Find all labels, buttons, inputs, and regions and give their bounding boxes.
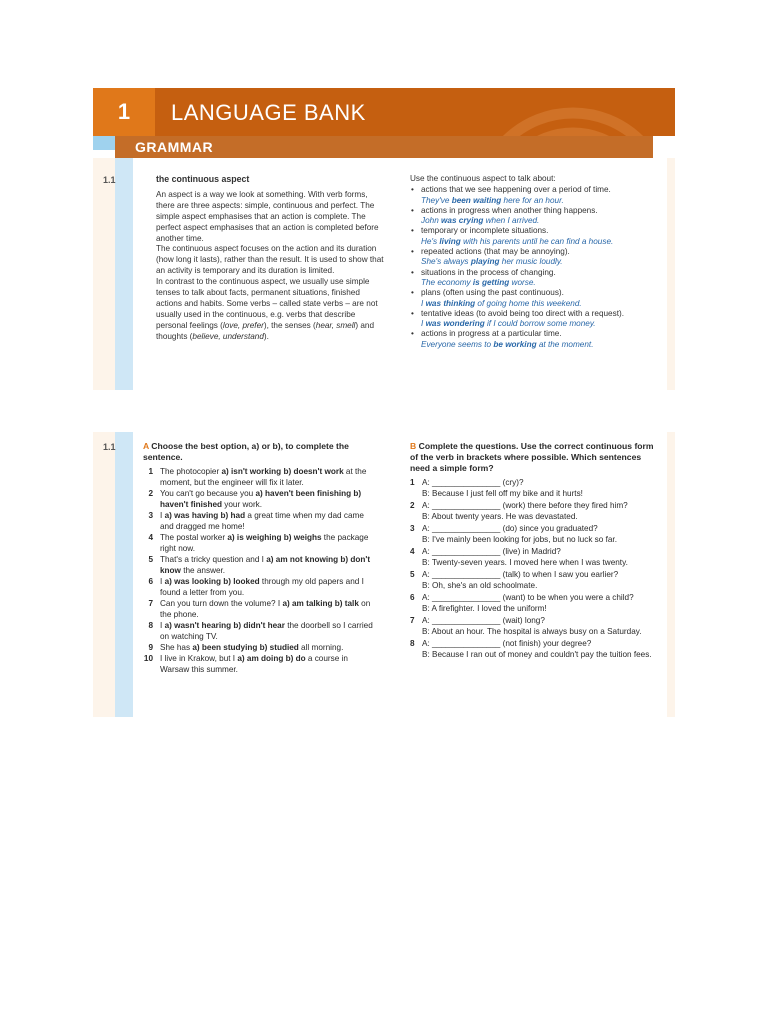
exercise-a-item: 6 I a) was looking b) looked through my old papers and I found a letter from you. <box>148 577 364 597</box>
grammar-panel <box>93 158 675 390</box>
exercise-b-question: 2 A: _______________ (work) there before they fired him? <box>410 501 628 510</box>
accent-strip <box>93 136 115 150</box>
exercise-a-item: 8 I a) wasn't hearing b) didn't hear the doorbell so I carried on watching TV. <box>148 621 373 641</box>
exercise-b-question: 4 A: _______________ (live) in Madrid? <box>410 547 561 556</box>
paragraph-1: An aspect is a way we look at something. With verb forms, there are three aspects: simple, continuous and perfect. The simple aspect emphasises that an action is complete. The perfect aspect emphasises that an action is completed before another time. <box>156 189 379 243</box>
exercise-b-answer: B: Twenty-seven years. I moved here when I was twenty. <box>422 558 628 567</box>
exercise-b-items <box>410 477 662 660</box>
page-title: LANGUAGE BANK <box>171 100 366 125</box>
exercise-a-item: 10 I live in Krakow, but I a) am doing b) do a course in Warsaw this summer. <box>143 654 348 674</box>
grammar-left-column <box>156 174 388 343</box>
use-item: • actions in progress at a particular time. Everyone seems to be working at the moment. <box>410 329 665 350</box>
practice-section-number: 1.1 <box>103 442 116 452</box>
exercise-b-question: 5 A: _______________ (talk) to when I saw you earlier? <box>410 570 619 579</box>
exercise-b-question: 3 A: _______________ (do) since you graduated? <box>410 524 598 533</box>
exercise-b-answer: B: Because I just fell off my bike and it hurts! <box>422 489 583 498</box>
unit-number: 1 <box>93 88 155 136</box>
topic-heading: the continuous aspect <box>156 174 250 184</box>
exercise-a-item: 9 She has a) been studying b) studied all morning. <box>148 643 344 652</box>
exercise-b-answer: B: Oh, she's an old schoolmate. <box>422 581 538 590</box>
section-bar <box>115 136 653 158</box>
use-item: • tentative ideas (to avoid being too direct with a request). I was wondering if I could borrow some money. <box>410 309 665 330</box>
exercise-b-question: 6 A: _______________ (want) to be when you were a child? <box>410 593 634 602</box>
paragraph-2: The continuous aspect focuses on the action and its duration (how long it lasts), rather than the result. It is used to show that an activity is temporary and its duration is limited. <box>156 244 384 276</box>
exercise-b-question: 1 A: _______________ (cry)? <box>410 478 524 487</box>
exercise-b-answer: B: About twenty years. He was devastated. <box>422 512 578 521</box>
use-item: • situations in the process of changing. The economy is getting worse. <box>410 268 665 289</box>
section-title: GRAMMAR <box>135 139 214 155</box>
exercise-b-instruction: B Complete the questions. Use the correct continuous form of the verb in brackets where possible. Which sentences need a simple form? <box>410 441 654 473</box>
exercise-a-instruction: A Choose the best option, a) or b), to complete the sentence. <box>143 441 349 462</box>
unit-banner <box>93 88 675 136</box>
grammar-right-column <box>410 174 665 350</box>
uses-intro: Use the continuous aspect to talk about: <box>410 174 556 183</box>
exercise-a <box>143 441 373 675</box>
exercise-a-item: 1 The photocopier a) isn't working b) doesn't work at the moment, but the engineer will fix it later. <box>148 467 367 487</box>
practice-panel <box>93 432 675 717</box>
exercise-b-answer: B: A firefighter. I loved the uniform! <box>422 604 547 613</box>
exercise-b-answer: B: I've mainly been looking for jobs, but no luck so far. <box>422 535 617 544</box>
use-item: • plans (often using the past continuous). I was thinking of going home this weekend. <box>410 288 665 309</box>
exercise-a-item: 7 Can you turn down the volume? I a) am talking b) talk on the phone. <box>148 599 371 619</box>
section-number: 1.1 <box>103 175 116 185</box>
use-item: • temporary or incomplete situations. He's living with his parents until he can find a house. <box>410 226 665 247</box>
exercise-b-question: 7 A: _______________ (wait) long? <box>410 616 545 625</box>
exercise-a-item: 2 You can't go because you a) haven't been finishing b) haven't finished your work. <box>148 489 362 509</box>
exercise-b <box>410 441 662 661</box>
exercise-a-item: 5 That's a tricky question and I a) am not knowing b) don't know the answer. <box>148 555 371 575</box>
exercise-a-item: 3 I a) was having b) had a great time when my dad came and dragged me home! <box>148 511 364 531</box>
exercise-a-items <box>143 466 373 675</box>
use-item: • repeated actions (that may be annoying). She's always playing her music loudly. <box>410 247 665 268</box>
exercise-b-answer: B: Because I ran out of money and couldn't pay the tuition fees. <box>422 650 652 659</box>
paragraph-3: In contrast to the continuous aspect, we usually use simple tenses to talk about facts, permanent situations, finished actions and habits. Some verbs – called state verbs – are not usually used in the continuous, e.g. verbs that describe personal feelings (love, prefer), the senses (hear, smell) and thoughts (believe, understand). <box>156 277 378 341</box>
use-item: • actions in progress when another thing happens. John was crying when I arrived. <box>410 206 665 227</box>
use-item: • actions that we see happening over a period of time. They've been waiting here for an hour. <box>410 185 665 206</box>
uses-list <box>410 185 665 350</box>
exercise-b-answer: B: About an hour. The hospital is always busy on a Saturday. <box>422 627 642 636</box>
exercise-b-question: 8 A: _______________ (not finish) your degree? <box>410 639 592 648</box>
exercise-a-item: 4 The postal worker a) is weighing b) weighs the package right now. <box>148 533 369 553</box>
